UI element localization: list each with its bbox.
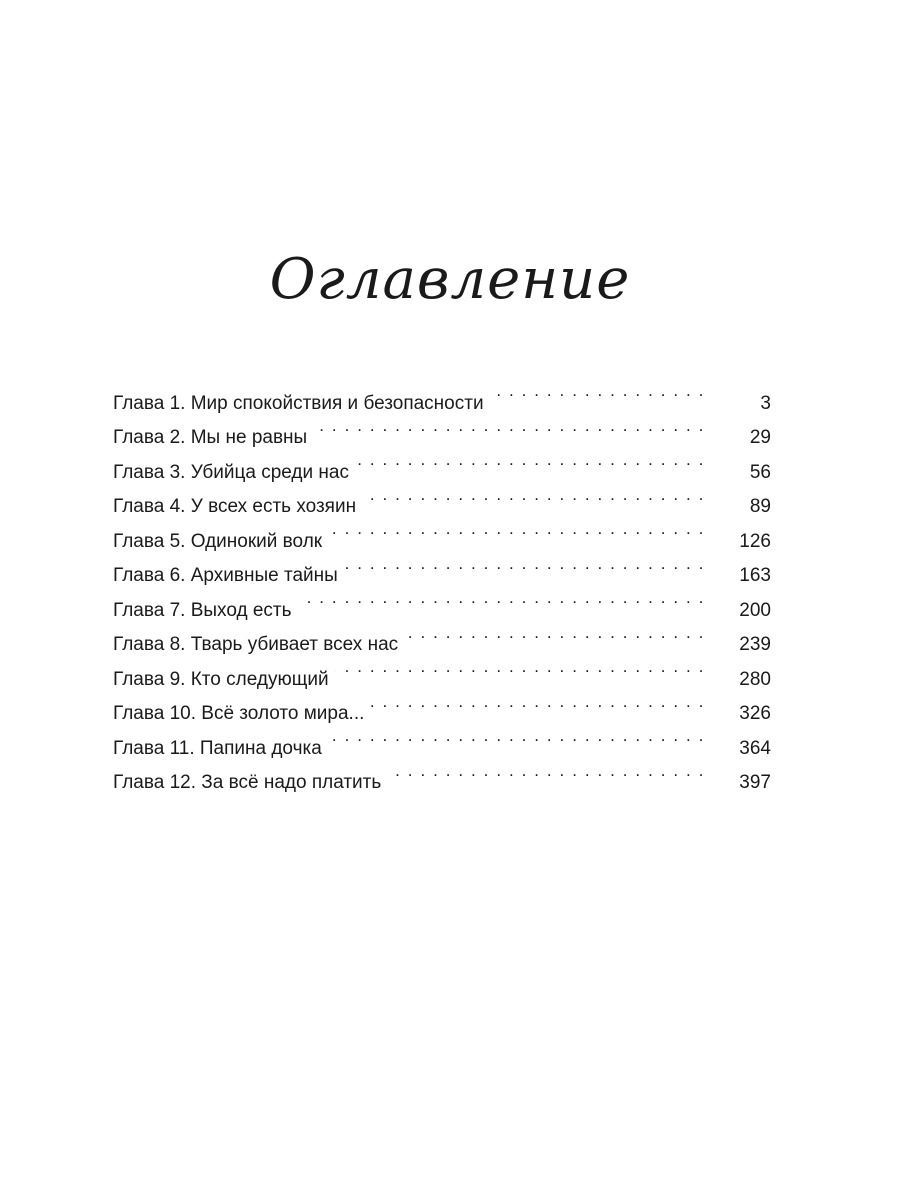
toc-entry-label: Глава 12. За всё надо платить xyxy=(113,772,382,793)
toc-entry-label: Глава 4. У всех есть хозяин xyxy=(113,496,357,517)
dot-leader xyxy=(362,478,705,513)
toc-entry-label: Глава 3. Убийца среди нас xyxy=(113,461,349,483)
table-of-contents xyxy=(113,374,771,793)
dot-leader xyxy=(404,616,705,651)
toc-entry-page: 89 xyxy=(749,496,771,517)
toc-entry-label: Глава 10. Всё золото мира... xyxy=(113,703,365,724)
dot-leader xyxy=(344,547,705,582)
toc-entry-page: 29 xyxy=(749,427,771,448)
toc-entry-page: 200 xyxy=(739,599,771,621)
toc-entry-label: Глава 1. Мир спокойствия и безопасности xyxy=(113,392,484,414)
toc-entry-page: 364 xyxy=(739,737,771,759)
dot-leader xyxy=(298,581,705,616)
toc-entry-page: 239 xyxy=(739,634,771,655)
page-title: Оглавление xyxy=(269,247,631,312)
toc-entry-page: 280 xyxy=(739,668,771,690)
toc-entry-page: 397 xyxy=(739,772,771,793)
dot-leader xyxy=(328,719,705,754)
toc-entry-label: Глава 7. Выход есть xyxy=(113,599,292,621)
toc-entry-label: Глава 2. Мы не равны xyxy=(113,427,308,448)
toc-entry-label: Глава 9. Кто следующий xyxy=(113,668,329,690)
toc-entry[interactable] xyxy=(113,374,771,414)
dot-leader xyxy=(490,374,705,409)
toc-entry-label: Глава 11. Папина дочка xyxy=(113,737,322,759)
toc-entry-label: Глава 5. Одинокий волк xyxy=(113,530,323,552)
toc-entry-page: 3 xyxy=(760,392,771,414)
dot-leader xyxy=(328,512,705,547)
toc-entry-label: Глава 8. Тварь убивает всех нас xyxy=(113,634,399,655)
toc-entry-label: Глава 6. Архивные тайны xyxy=(113,565,338,586)
dot-leader xyxy=(387,754,705,789)
dot-leader xyxy=(335,650,705,685)
dot-leader xyxy=(313,409,705,444)
toc-entry-page: 163 xyxy=(739,565,771,586)
dot-leader xyxy=(355,443,705,478)
toc-entry-page: 326 xyxy=(739,703,771,724)
toc-entry-page: 126 xyxy=(739,530,771,552)
dot-leader xyxy=(370,685,705,720)
toc-entry-page: 56 xyxy=(749,461,771,483)
